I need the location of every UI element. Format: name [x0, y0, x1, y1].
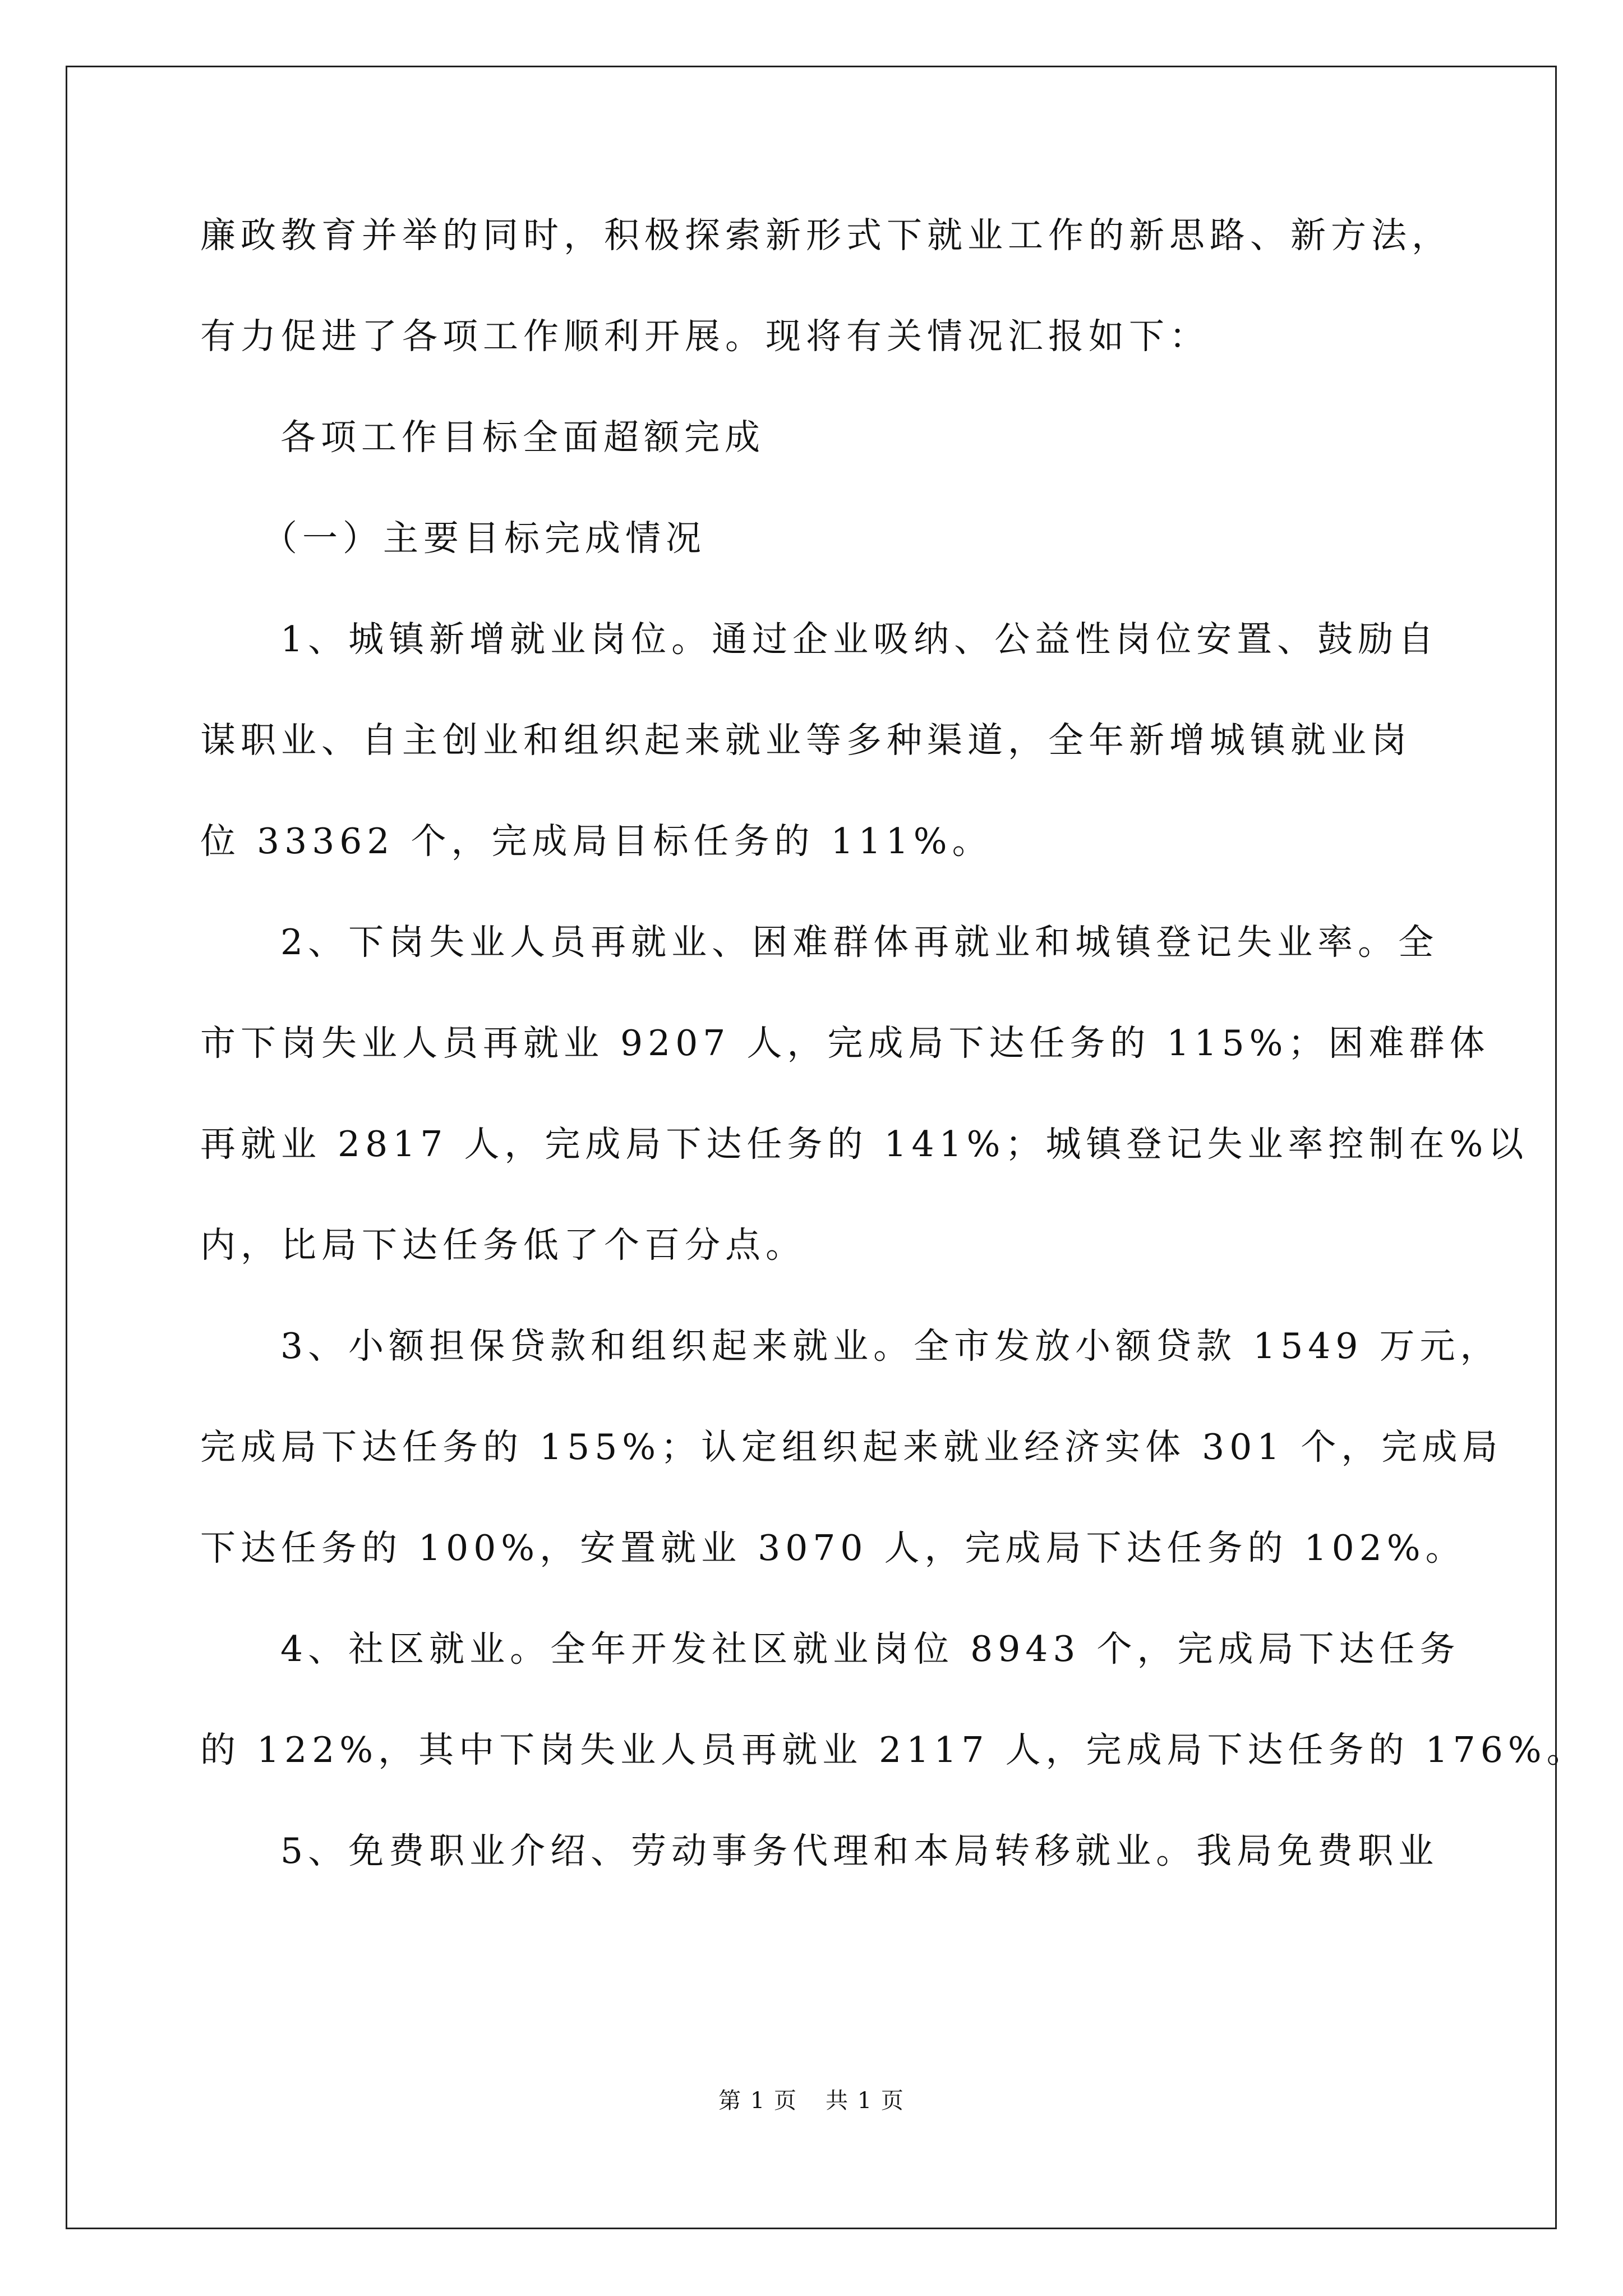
- page-total: 共 1 页: [826, 2088, 905, 2114]
- text-line: 4、社区就业。全年开发社区就业岗位 8943 个，完成局下达任务: [280, 1628, 1460, 1669]
- text-line: 内，比局下达任务低了个百分点。: [200, 1225, 806, 1266]
- text-line: 2、下岗失业人员再就业、困难群体再就业和城镇登记失业率。全: [280, 922, 1439, 963]
- text-line: 下达任务的 100%，安置就业 3070 人，完成局下达任务的 102%。: [200, 1527, 1466, 1568]
- text-line: 位 33362 个，完成局目标任务的 111%。: [200, 821, 993, 862]
- section-heading: 各项工作目标全面超额完成: [280, 417, 765, 458]
- subsection-heading: （一）主要目标完成情况: [262, 518, 706, 559]
- text-line: 1、城镇新增就业岗位。通过企业吸纳、公益性岗位安置、鼓励自: [280, 619, 1439, 660]
- text-line: 再就业 2817 人，完成局下达任务的 141%；城镇登记失业率控制在%以: [200, 1124, 1529, 1165]
- text-line: 廉政教育并举的同时，积极探索新形式下就业工作的新思路、新方法，: [200, 215, 1452, 256]
- text-line: 谋职业、自主创业和组织起来就业等多种渠道，全年新增城镇就业岗: [200, 720, 1412, 761]
- text-line: 3、小额担保贷款和组织起来就业。全市发放小额贷款 1549 万元，: [280, 1326, 1501, 1366]
- text-line: 市下岗失业人员再就业 9207 人，完成局下达任务的 115%；困难群体: [200, 1023, 1490, 1064]
- text-line: 有力促进了各项工作顺利开展。现将有关情况汇报如下：: [200, 316, 1210, 357]
- text-line: 的 122%，其中下岗失业人员再就业 2117 人，完成局下达任务的 176%。: [200, 1729, 1587, 1770]
- text-line: 完成局下达任务的 155%；认定组织起来就业经济实体 301 个，完成局: [200, 1427, 1503, 1467]
- text-line: 5、免费职业介绍、劳动事务代理和本局转移就业。我局免费职业: [280, 1830, 1439, 1871]
- page-number: 第 1 页: [718, 2088, 797, 2114]
- page-footer: [0, 2087, 1623, 2115]
